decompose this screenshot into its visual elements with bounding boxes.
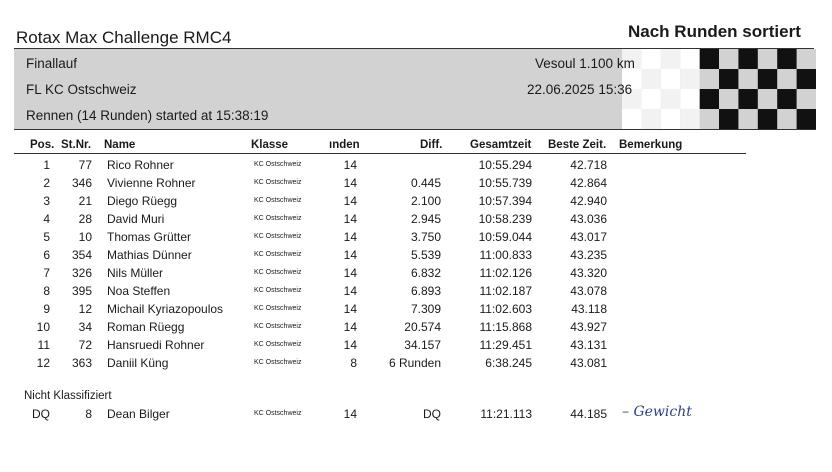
cell-start-number: 21 [78, 194, 92, 208]
cell-driver-name: Diego Rüegg [107, 194, 178, 208]
checker-square [661, 69, 680, 89]
cell-start-number: 12 [78, 302, 92, 316]
checker-square [641, 69, 660, 89]
checker-square [641, 89, 660, 109]
cell-best-lap: 42.718 [570, 158, 607, 172]
cell-best-lap: 42.940 [570, 194, 607, 208]
cell-diff: 6.832 [410, 266, 441, 280]
cell-pos: 3 [43, 194, 50, 208]
checker-square [777, 49, 796, 69]
table-row [0, 156, 832, 174]
checker-square [777, 89, 796, 109]
cell-diff: 2.100 [410, 194, 441, 208]
cell-driver-name: Noa Steffen [107, 284, 171, 298]
cell-driver-name: Rico Rohner [107, 158, 174, 172]
col-total-time: Gesamtzeit [470, 139, 532, 151]
cell-class: KC Ostschweiz [254, 323, 302, 330]
cell-pos: 7 [43, 266, 50, 280]
cell-laps: 14 [343, 266, 357, 280]
cell-laps: 14 [343, 338, 357, 352]
checker-square [661, 49, 680, 69]
cell-class: KC Ostschweiz [254, 359, 302, 366]
cell-pos: 1 [43, 158, 50, 172]
cell-class: KC Ostschweiz [254, 179, 302, 186]
cell-class: KC Ostschweiz [254, 305, 302, 312]
cell-best-lap: 42.864 [570, 176, 607, 190]
cell-best-lap: 43.017 [570, 230, 607, 244]
cell-driver-name: Michail Kyriazopoulos [107, 302, 224, 316]
cell-diff: 20.574 [404, 320, 441, 334]
table-row [0, 300, 832, 318]
cell-start-number: 28 [78, 212, 92, 226]
checker-square [661, 89, 680, 109]
cell-class: KC Ostschweiz [254, 215, 302, 222]
cell-pos: 10 [36, 320, 50, 334]
checker-square [700, 49, 719, 69]
cell-pos: 4 [43, 212, 50, 226]
cell-best-lap: 43.081 [570, 356, 607, 370]
cell-class: KC Ostschweiz [254, 233, 302, 240]
cell-class: KC Ostschweiz [254, 269, 302, 276]
document-title: Rotax Max Challenge RMC4 [16, 28, 232, 47]
col-name: Name [104, 139, 136, 151]
cell-diff: 5.539 [410, 248, 441, 262]
checker-square [797, 109, 816, 129]
cell-laps: 14 [343, 194, 357, 208]
col-laps: ınden [329, 139, 360, 151]
cell-diff: 34.157 [404, 338, 441, 352]
cell-start-number: 77 [78, 158, 92, 172]
cell-pos: 12 [36, 356, 50, 370]
dq-pos: DQ [32, 407, 50, 421]
header-rule [14, 153, 746, 154]
checker-square [641, 49, 660, 69]
cell-pos: 8 [43, 284, 50, 298]
checker-square [680, 89, 699, 109]
cell-diff: 3.750 [410, 230, 441, 244]
dq-best-lap: 44.185 [570, 407, 607, 421]
checker-square [719, 109, 738, 129]
cell-pos: 11 [37, 338, 50, 352]
race-start-info: Rennen (14 Runden) started at 15:38:19 [26, 108, 269, 123]
cell-diff: 7.309 [410, 302, 441, 316]
cell-best-lap: 43.118 [571, 302, 607, 316]
cell-driver-name: Daniil Küng [107, 356, 169, 370]
sort-label: Nach Runden sortiert [628, 22, 801, 41]
table-row [0, 282, 832, 300]
cell-diff: 6.893 [410, 284, 441, 298]
table-row [0, 264, 832, 282]
dq-class: KC Ostschweiz [254, 410, 302, 417]
checker-square [680, 69, 699, 89]
cell-laps: 14 [343, 320, 357, 334]
cell-diff: 2.945 [410, 212, 441, 226]
dq-diff: DQ [423, 407, 441, 421]
dq-total-time: 11:21.113 [480, 407, 532, 421]
cell-diff: 0.445 [410, 176, 441, 190]
checker-square [758, 69, 777, 89]
cell-total-time: 10:55.739 [478, 176, 532, 190]
cell-start-number: 34 [78, 320, 92, 334]
checker-square [738, 89, 757, 109]
checker-square [700, 89, 719, 109]
table-row [0, 246, 832, 264]
checkered-flag-graphic [622, 49, 816, 129]
cell-best-lap: 43.235 [570, 248, 607, 262]
cell-best-lap: 43.131 [570, 338, 607, 352]
col-class: Klasse [251, 139, 289, 151]
cell-best-lap: 43.320 [570, 266, 607, 280]
cell-driver-name: Thomas Grütter [107, 230, 192, 244]
table-row [0, 210, 832, 228]
cell-best-lap: 43.078 [570, 284, 607, 298]
cell-total-time: 11:02.126 [479, 266, 532, 280]
cell-total-time: 6:38.245 [485, 356, 532, 370]
table-row [0, 192, 832, 210]
cell-class: KC Ostschweiz [254, 197, 302, 204]
cell-driver-name: Hansruedi Rohner [107, 338, 205, 352]
table-row [0, 318, 832, 336]
checker-square [622, 109, 641, 129]
cell-laps: 14 [343, 248, 357, 262]
cell-start-number: 395 [71, 284, 92, 298]
results-column-headers [0, 139, 832, 153]
cell-total-time: 10:58.239 [478, 212, 532, 226]
cell-driver-name: Mathias Dünner [107, 248, 192, 262]
cell-driver-name: Roman Rüegg [107, 320, 185, 334]
checker-square [680, 49, 699, 69]
table-row [0, 228, 832, 246]
venue: Vesoul 1.100 km [535, 56, 635, 71]
dq-start-number: 8 [85, 407, 92, 421]
checker-square [641, 109, 660, 129]
not-classified-heading: Nicht Klassifiziert [24, 390, 112, 402]
cell-class: KC Ostschweiz [254, 161, 302, 168]
cell-laps: 14 [343, 158, 357, 172]
cell-total-time: 11:02.187 [479, 284, 532, 298]
checker-square [738, 49, 757, 69]
cell-total-time: 11:29.451 [479, 338, 532, 352]
cell-total-time: 10:55.294 [478, 158, 532, 172]
cell-total-time: 10:57.394 [478, 194, 532, 208]
cell-pos: 9 [43, 302, 50, 316]
checker-square [719, 69, 738, 89]
cell-start-number: 10 [78, 230, 92, 244]
cell-driver-name: Vivienne Rohner [107, 176, 196, 190]
cell-total-time: 11:02.603 [479, 302, 532, 316]
cell-laps: 8 [350, 356, 357, 370]
cell-pos: 2 [43, 176, 50, 190]
checker-square [661, 109, 680, 129]
checker-square [680, 109, 699, 129]
table-row [0, 336, 832, 354]
cell-laps: 14 [343, 302, 357, 316]
checker-square [758, 109, 777, 129]
cell-pos: 6 [43, 248, 50, 262]
col-remark: Bemerkung [619, 139, 683, 151]
cell-laps: 14 [343, 176, 357, 190]
table-row [0, 174, 832, 192]
cell-best-lap: 43.036 [570, 212, 607, 226]
dq-laps: 14 [343, 407, 357, 421]
col-pos: Pos. [30, 139, 55, 151]
cell-total-time: 11:15.868 [479, 320, 532, 334]
club-name: FL KC Ostschweiz [26, 82, 137, 97]
not-classified-row [0, 405, 832, 423]
checker-square [797, 69, 816, 89]
race-datetime: 22.06.2025 15:36 [527, 82, 633, 97]
cell-start-number: 326 [71, 266, 92, 280]
cell-class: KC Ostschweiz [254, 287, 302, 294]
handwritten-remark: – Gewicht [622, 404, 692, 420]
cell-best-lap: 43.927 [570, 320, 607, 334]
cell-class: KC Ostschweiz [254, 251, 302, 258]
cell-driver-name: David Muri [107, 212, 165, 226]
cell-laps: 14 [343, 284, 357, 298]
table-row [0, 354, 832, 372]
cell-driver-name: Nils Müller [107, 266, 164, 280]
col-diff: Diff. [420, 139, 443, 151]
cell-laps: 14 [343, 212, 357, 226]
cell-start-number: 346 [71, 176, 92, 190]
race-name: Finallauf [26, 56, 78, 71]
cell-start-number: 72 [78, 338, 92, 352]
cell-diff: 6 Runden [388, 356, 441, 370]
cell-total-time: 11:00.833 [479, 248, 532, 262]
cell-start-number: 363 [71, 356, 92, 370]
dq-driver-name: Dean Bilger [107, 407, 170, 421]
cell-laps: 14 [343, 230, 357, 244]
cell-class: KC Ostschweiz [254, 341, 302, 348]
cell-start-number: 354 [71, 248, 92, 262]
col-best-lap: Beste Zeit. [548, 139, 607, 151]
cell-pos: 5 [43, 230, 50, 244]
col-start-number: St.Nr. [61, 139, 92, 151]
cell-total-time: 10:59.044 [478, 230, 532, 244]
